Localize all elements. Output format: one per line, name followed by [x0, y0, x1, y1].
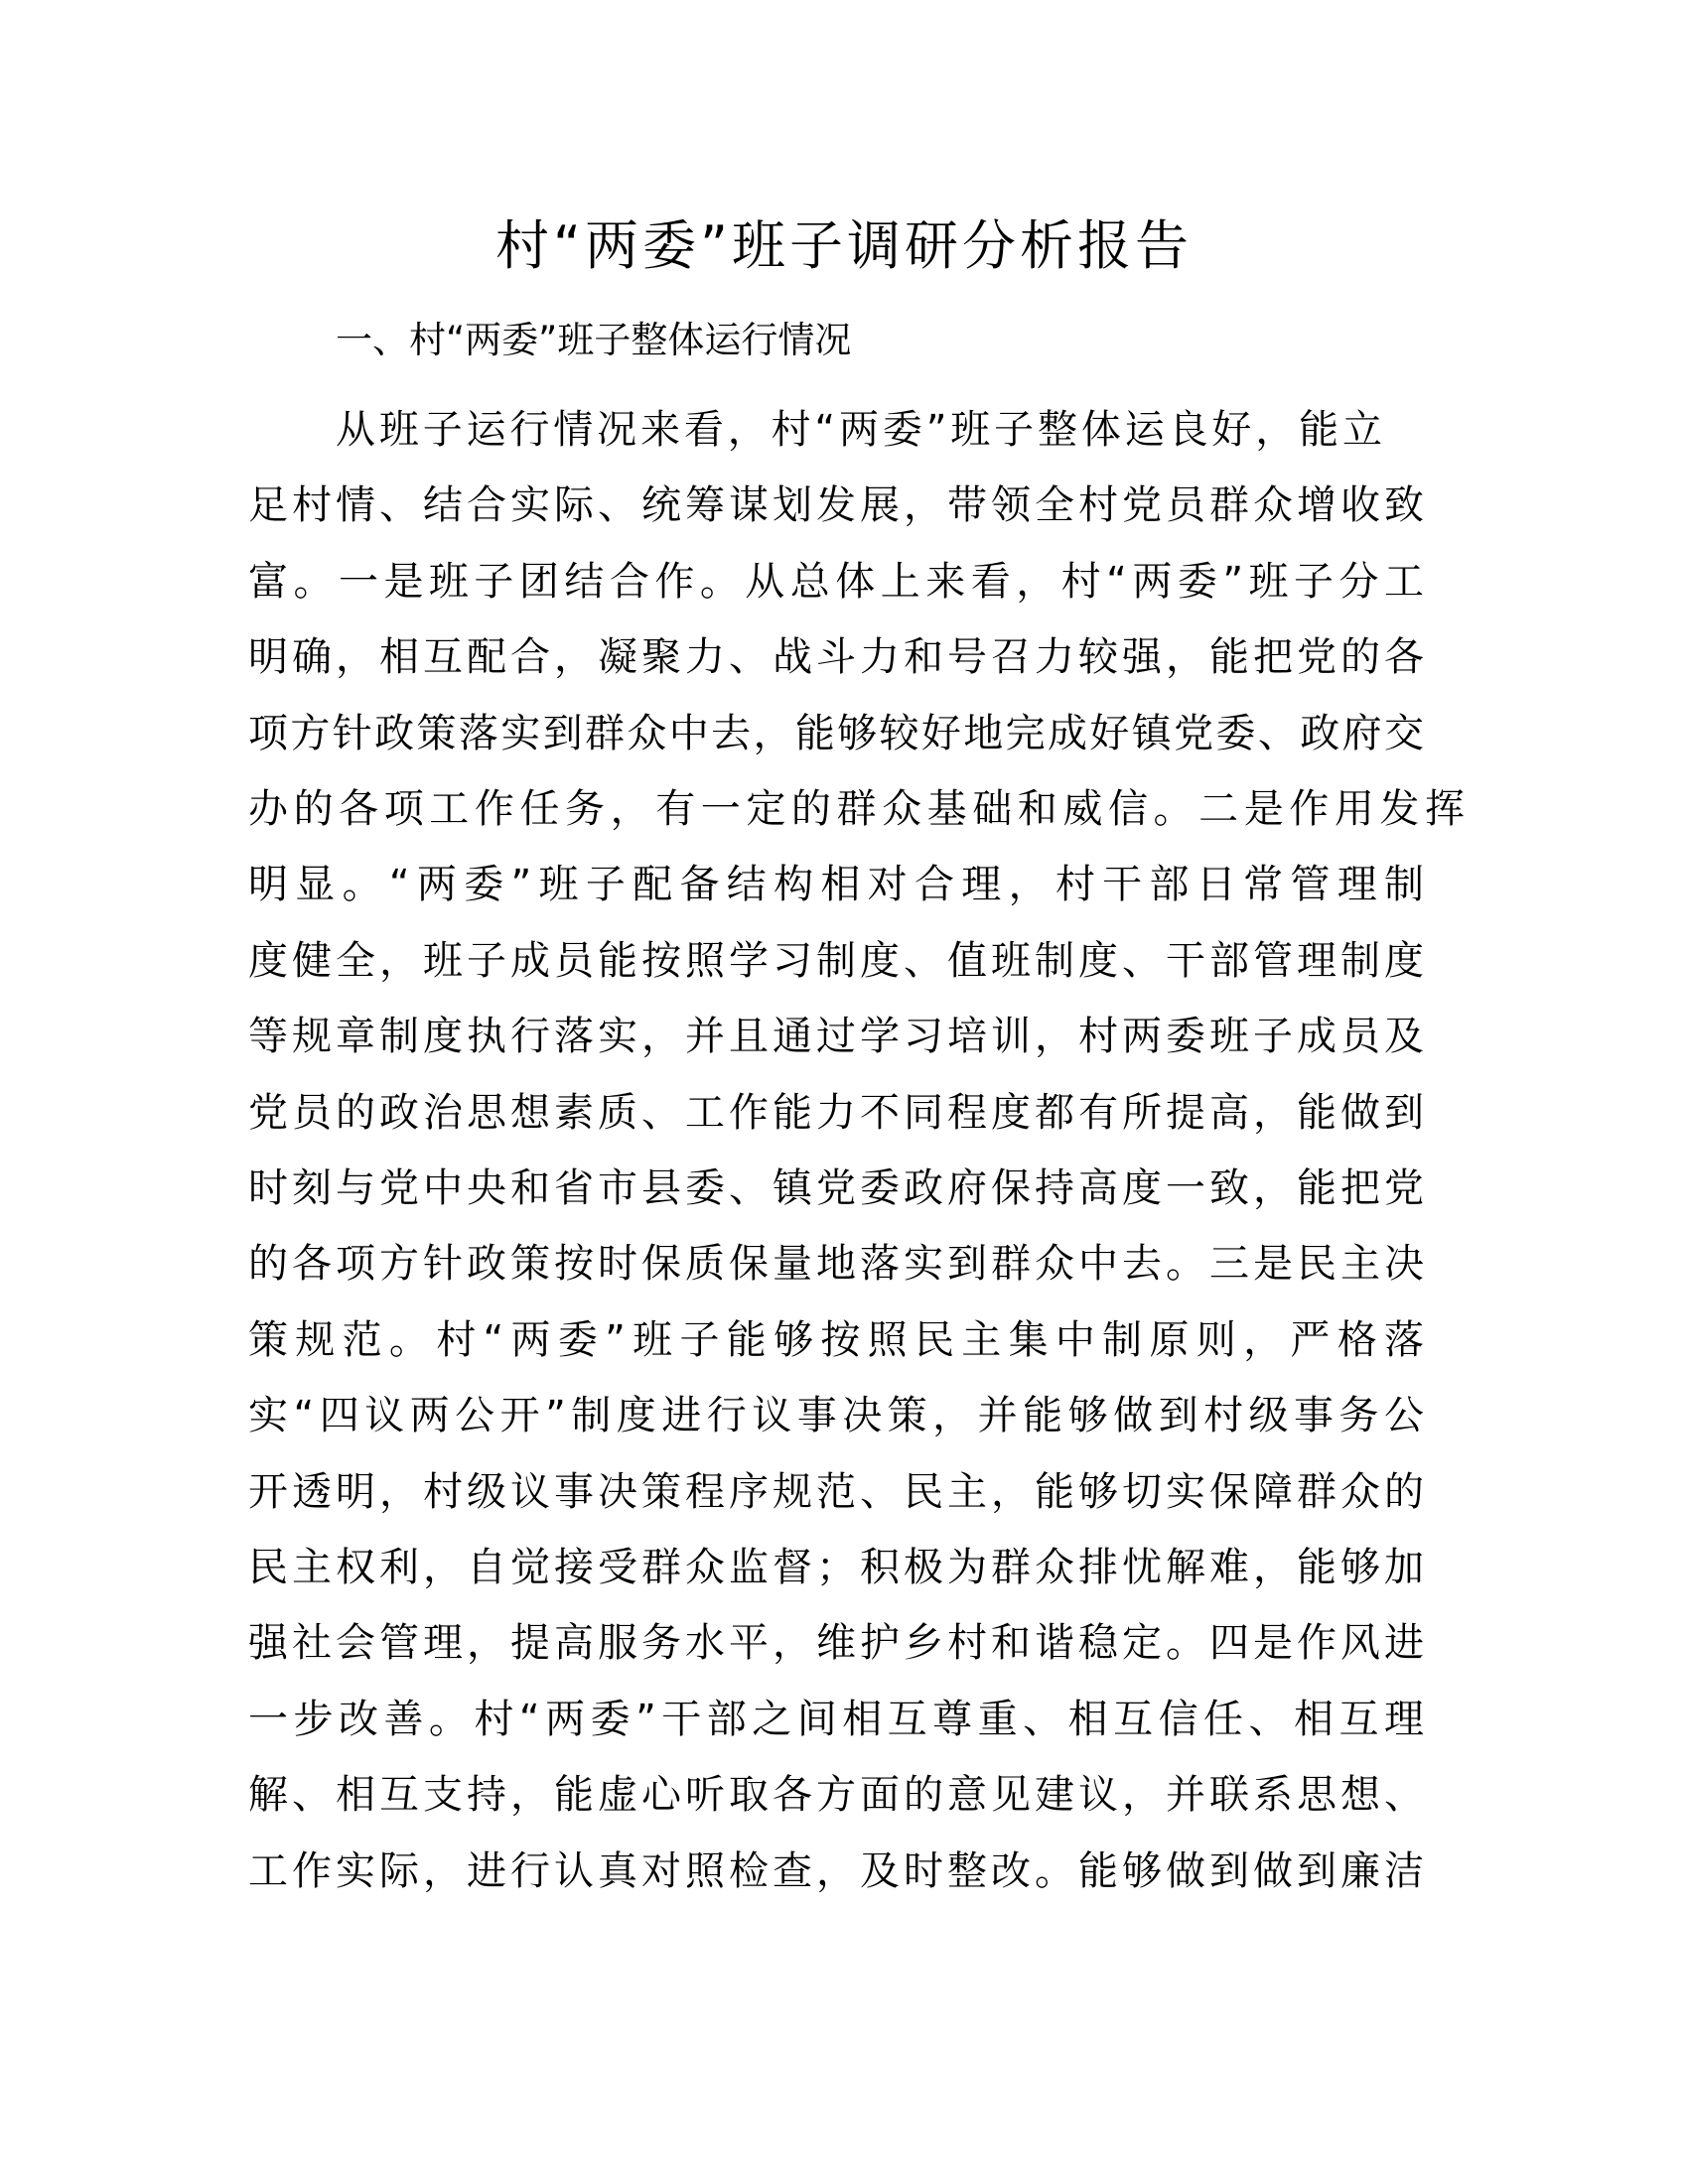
- body-line: 项方针政策落实到群众中去，能够较好地完成好镇党委、政府交: [248, 710, 1424, 756]
- body-line: 办的各项工作任务，有一定的群众基础和威信。二是作用发挥: [248, 786, 1465, 832]
- body-line: 强社会管理，提高服务水平，维护乡村和谐稳定。四是作风进: [248, 1620, 1424, 1667]
- body-line: 度健全，班子成员能按照学习制度、值班制度、干部管理制度: [248, 937, 1424, 984]
- body-line: 开透明，村级议事决策程序规范、民主，能够切实保障群众的: [248, 1468, 1424, 1515]
- body-line: 等规章制度执行落实，并且通过学习培训，村两委班子成员及: [248, 1014, 1424, 1060]
- body-line: 实“四议两公开”制度进行议事决策，并能够做到村级事务公: [248, 1393, 1424, 1439]
- body-line: 一步改善。村“两委”干部之间相互尊重、相互信任、相互理: [248, 1696, 1424, 1742]
- body-line: 民主权利，自觉接受群众监督；积极为群众排忧解难，能够加: [248, 1545, 1424, 1590]
- section-heading: 一、村“两委”班子整体运行情况: [336, 319, 852, 361]
- body-line: 明确，相互配合，凝聚力、战斗力和号召力较强，能把党的各: [248, 634, 1424, 681]
- body-line: 时刻与党中央和省市县委、镇党委政府保持高度一致，能把党: [248, 1165, 1424, 1211]
- body-line: 从班子运行情况来看，村“两委”班子整体运良好，能立: [336, 407, 1382, 453]
- body-line: 策规范。村“两委”班子能够按照民主集中制原则，严格落: [248, 1316, 1424, 1363]
- body-line: 明显。“两委”班子配备结构相对合理，村干部日常管理制: [248, 862, 1424, 908]
- body-line: 工作实际，进行认真对照检查，及时整改。能够做到做到廉洁: [248, 1847, 1424, 1894]
- body-line: 的各项方针政策按时保质保量地落实到群众中去。三是民主决: [248, 1241, 1424, 1288]
- body-line: 足村情、结合实际、统筹谋划发展，带领全村党员群众增收致: [248, 482, 1424, 529]
- body-line: 解、相互支持，能虚心听取各方面的意见建议，并联系思想、: [248, 1772, 1424, 1819]
- body-line: 党员的政治思想素质、工作能力不同程度都有所提高，能做到: [248, 1089, 1424, 1136]
- body-line: 富。一是班子团结合作。从总体上来看，村“两委”班子分工: [248, 558, 1424, 605]
- document-title: 村“两委”班子调研分析报告: [495, 214, 1193, 277]
